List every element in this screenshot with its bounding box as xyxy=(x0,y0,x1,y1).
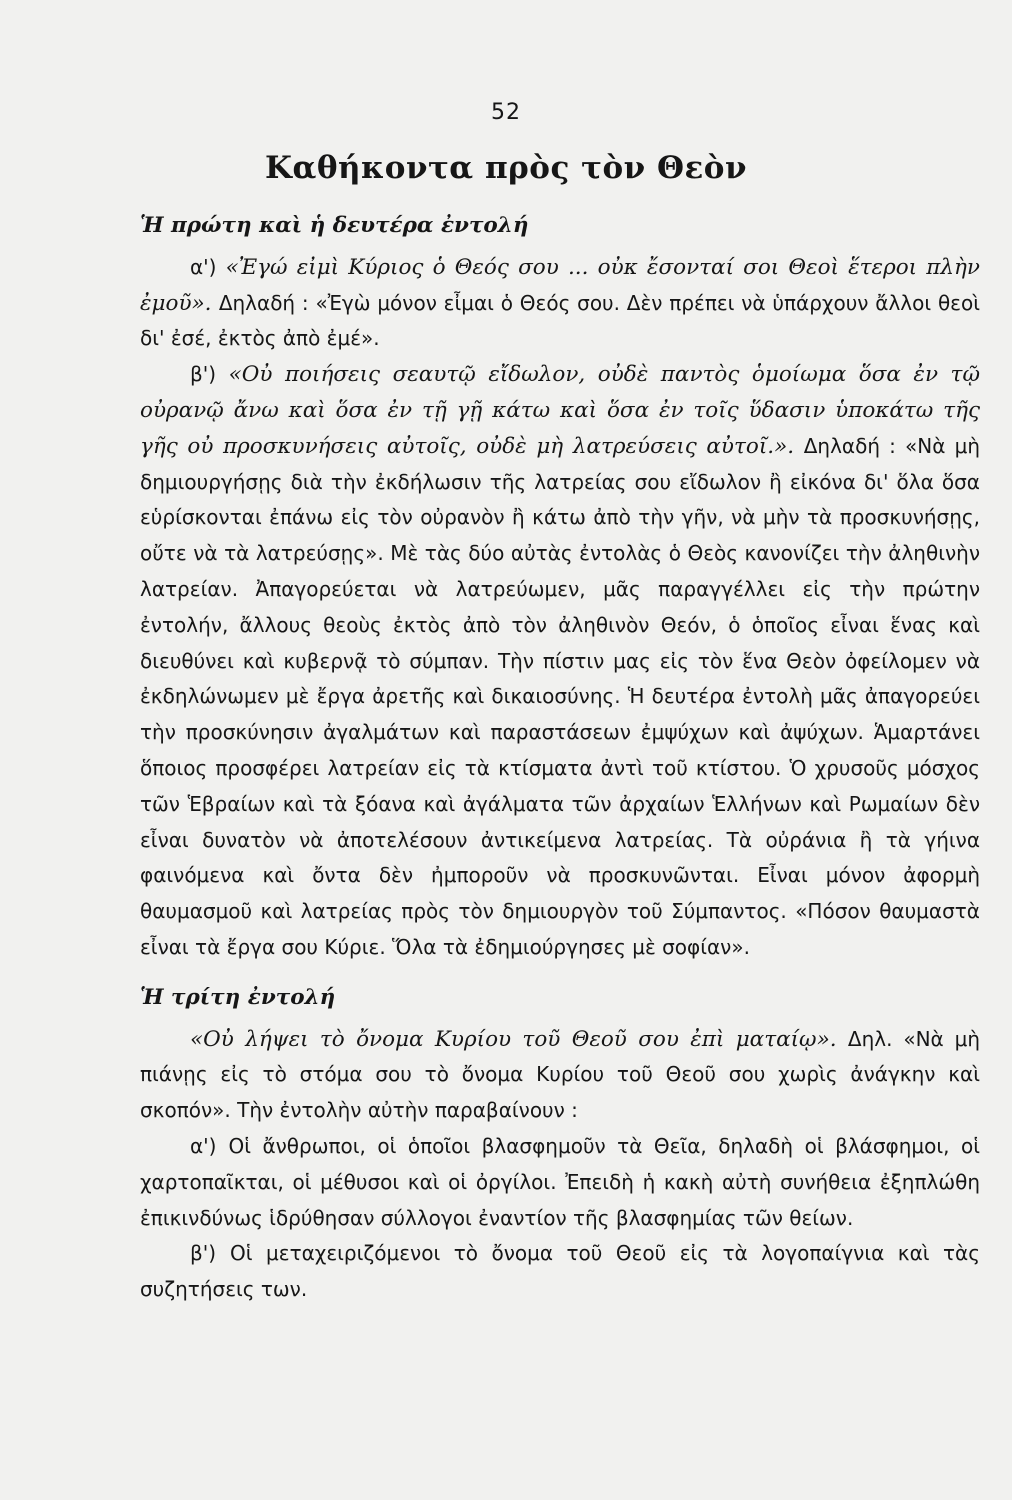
paragraph-b-label: β') xyxy=(190,362,217,387)
page-body xyxy=(140,208,980,1308)
paragraph-a-quote: «Ἐγώ εἰμὶ Κύριος ὁ Θεός σου ... οὐκ ἔσονταί σοι Θεοὶ ἕτεροι πλὴν ἐμοῦ». xyxy=(140,254,980,316)
page-title: Καθήκοντα πρὸς τὸν Θεὸν xyxy=(265,150,747,186)
section-heading-first-second-commandment: Ἡ πρώτη καὶ ἡ δευτέρα ἐντολή xyxy=(140,213,529,238)
paragraph-a-text: Δηλαδή : «Ἐγὼ μόνον εἶμαι ὁ Θεός σου. Δὲν πρέπει νὰ ὑπάρχουν ἄλλοι θεοὶ δι' ἐσέ, ἐκτὸς ἀπὸ ἐμέ». xyxy=(140,290,980,351)
paragraph-a-label: α') xyxy=(190,254,217,279)
violator-item-a xyxy=(140,1129,980,1236)
violator-item-b-label: β') xyxy=(190,1241,217,1266)
section-heading-third-commandment: Ἡ τρίτη ἐντολή xyxy=(140,984,336,1010)
third-commandment-intro xyxy=(140,1022,980,1129)
third-commandment-explanation: Δηλ. «Νὰ μὴ πιάνῃς εἰς τὸ στόμα σου τὸ ὄνομα Κυρίου τοῦ Θεοῦ σου χωρὶς ἀνάγκην καὶ σκοπόν». Τὴν ἐντολὴν αὐτὴν παραβαίνουν : xyxy=(140,1026,980,1123)
paragraph-b xyxy=(140,357,980,966)
page-number: 52 xyxy=(491,100,521,125)
violator-item-b-text: Οἱ μεταχειριζόμενοι τὸ ὄνομα τοῦ Θεοῦ εἰς τὰ λογοπαίγνια καὶ τὰς συζητήσεις των. xyxy=(140,1241,980,1302)
paragraph-b-quote: «Οὐ ποιήσεις σεαυτῷ εἴδωλον, οὐδὲ παντὸς ὁμοίωμα ὅσα ἐν τῷ οὐρανῷ ἄνω καὶ ὅσα ἐν τῇ γῇ κάτω καὶ ὅσα ἐν τοῖς ὕδασιν ὑποκάτω τῆς γῆς οὐ προσκυνήσεις αὐτοῖς, οὐδὲ μὴ λατρεύσεις αὐτοῖ.». xyxy=(140,362,980,459)
violator-item-a-text: Οἱ ἄνθρωποι, οἱ ὁποῖοι βλασφημοῦν τὰ Θεῖα, δηλαδὴ οἱ βλάσφημοι, οἱ χαρτοπαῖκται, οἱ μέθυσοι καὶ οἱ ὀργίλοι. Ἐπειδὴ ἡ κακὴ αὐτὴ συνήθεια ἐξηπλώθη ἐπικινδύνως ἱδρύθησαν σύλλογοι ἐναντίον τῆς βλασφημίας τῶν θείων. xyxy=(140,1133,980,1230)
violator-item-b xyxy=(140,1236,980,1308)
paragraph-a xyxy=(140,250,980,357)
violator-item-a-label: α') xyxy=(190,1133,217,1158)
paragraph-b-text: Δηλαδή : «Νὰ μὴ δημιουργήσῃς διὰ τὴν ἐκδήλωσιν τῆς λατρείας σου εἴδωλον ἢ εἰκόνα δι' ὅλα ὅσα εὑρίσκονται ἐπάνω εἰς τὸν οὐρανὸν ἢ κάτω ἀπὸ τὴν γῆν, νὰ μὴν τὰ προσκυνήσῃς, οὔτε νὰ τὰ λατρεύσῃς». Μὲ τὰς δύο αὐτὰς ἐντολὰς ὁ Θεὸς κανονίζει τὴν ἀληθινὴν λατρείαν. Ἀπαγορεύεται νὰ λατρεύωμεν, μᾶς παραγγέλλει εἰς τὴν πρώτην ἐντολήν, ἄλλους θεοὺς ἐκτὸς ἀπὸ τὸν ἀληθινὸν Θεόν, ὁ ὁποῖος εἶναι ἕνας καὶ διευθύνει καὶ κυβερνᾷ τὸ σύμπαν. Τὴν πίστιν μας εἰς τὸν ἕνα Θεὸν ὀφείλομεν νὰ ἐκδηλώνωμεν μὲ ἔργα ἀρετῆς καὶ δικαιοσύνης. Ἡ δευτέρα ἐντολὴ μᾶς ἀπαγορεύει τὴν προσκύνησιν ἀγαλμάτων καὶ παραστάσεων ἐμψύχων καὶ ἀψύχων. Ἁμαρτάνει ὅποιος προσφέρει λατρείαν εἰς τὰ κτίσματα ἀντὶ τοῦ κτίστου. Ὁ χρυσοῦς μόσχος τῶν Ἑβραίων καὶ τὰ ξόανα καὶ ἀγάλματα τῶν ἀρχαίων Ἑλλήνων καὶ Ρωμαίων δὲν εἶναι δυνατὸν νὰ ἀποτελέσουν ἀντικείμενα λατρείας. Τὰ οὐράνια ἢ τὰ γήινα φαινόμενα καὶ ὄντα δὲν ἠμποροῦν νὰ προσκυνῶνται. Εἶναι μόνον ἀφορμὴ θαυμασμοῦ καὶ λατρείας πρὸς τὸν δημιουργὸν τοῦ Σύμπαντος. «Πόσον θαυμαστὰ εἶναι τὰ ἔργα σου Κύριε. Ὅλα τὰ ἐδημιούργησες μὲ σοφίαν». xyxy=(140,433,980,959)
third-commandment-quote: «Οὐ λήψει τὸ ὄνομα Κυρίου τοῦ Θεοῦ σου ἐπὶ ματαίῳ». xyxy=(190,1026,837,1052)
